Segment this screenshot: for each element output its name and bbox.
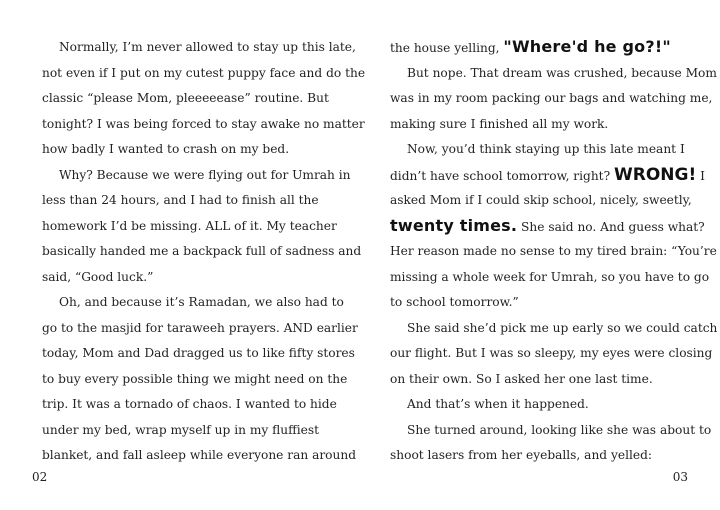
text-line: to buy every possible thing we might need on the (42, 371, 348, 386)
right-page (390, 37, 718, 472)
text-line: missing a whole week for Umrah, so you have to go (390, 269, 710, 284)
text-line: making sure I finished all my work. (390, 116, 609, 131)
text-line (390, 215, 705, 243)
text-line: She turned around, looking like she was about to (407, 422, 712, 437)
text-span: the house yelling, (390, 41, 504, 55)
text-line: go to the masjid for taraweeh prayers. AND earlier (42, 320, 358, 335)
text-line: Now, you’d think staying up this late meant I (407, 142, 685, 156)
text-line: our flight. But I was so sleepy, my eyes were closing (390, 346, 713, 360)
text-span: didn’t have school tomorrow, right? (390, 168, 614, 183)
text-span: I (696, 168, 705, 183)
shout-text: "Where'd he go?!" (503, 37, 671, 56)
text-line: tonight? I was being forced to stay awake no matter (42, 116, 365, 131)
page-number-left: 02 (32, 470, 48, 484)
text-line: Oh, and because it’s Ramadan, we also had to (59, 295, 344, 309)
text-line: classic “please Mom, pleeeeease” routine. But (42, 91, 329, 105)
text-line: said, “Good luck.” (42, 269, 154, 284)
text-line: Why? Because we were flying out for Umrah in (59, 167, 351, 182)
twenty-times-emphasis: twenty times. (390, 215, 518, 235)
text-line: not even if I put on my cutest puppy face and do the (42, 65, 366, 80)
text-line: shoot lasers from her eyeballs, and yelled: (390, 448, 652, 462)
text-line: Normally, I’m never allowed to stay up this late, (59, 40, 356, 54)
text-line: under my bed, wrap myself up in my fluffiest (42, 422, 320, 437)
text-line (390, 38, 682, 64)
text-line: But nope. That dream was crushed, because Mom (407, 65, 717, 80)
text-line: blanket, and fall asleep while everyone ran around (42, 448, 357, 462)
text-line: less than 24 hours, and I had to finish all the (42, 193, 319, 207)
text-line: She said she’d pick me up early so we could catch (407, 320, 718, 335)
text-line: Her reason made no sense to my tired brain: “You’re (390, 244, 717, 258)
wrong-emphasis: WRONG! (614, 164, 697, 185)
text-span: She said no. And guess what? (517, 219, 705, 234)
text-line: homework I’d be missing. ALL of it. My teacher (42, 218, 337, 233)
text-line: asked Mom if I could skip school, nicely, sweetly, (390, 193, 692, 207)
text-line: today, Mom and Dad dragged us to like fifty stores (42, 346, 355, 360)
text-line: basically handed me a backpack full of sadness and (42, 244, 362, 258)
text-line (390, 164, 705, 192)
text-line: And that’s when it happened. (407, 397, 589, 411)
text-line: trip. It was a tornado of chaos. I wanted to hide (42, 397, 337, 411)
text-line: to school tomorrow.” (390, 295, 519, 309)
text-line: on their own. So I asked her one last time. (390, 371, 653, 386)
page-number-right: 03 (672, 470, 688, 484)
text-line: how badly I wanted to crash on my bed. (42, 142, 290, 156)
text-line: was in my room packing our bags and watching me, (390, 91, 713, 105)
left-page (42, 38, 366, 472)
